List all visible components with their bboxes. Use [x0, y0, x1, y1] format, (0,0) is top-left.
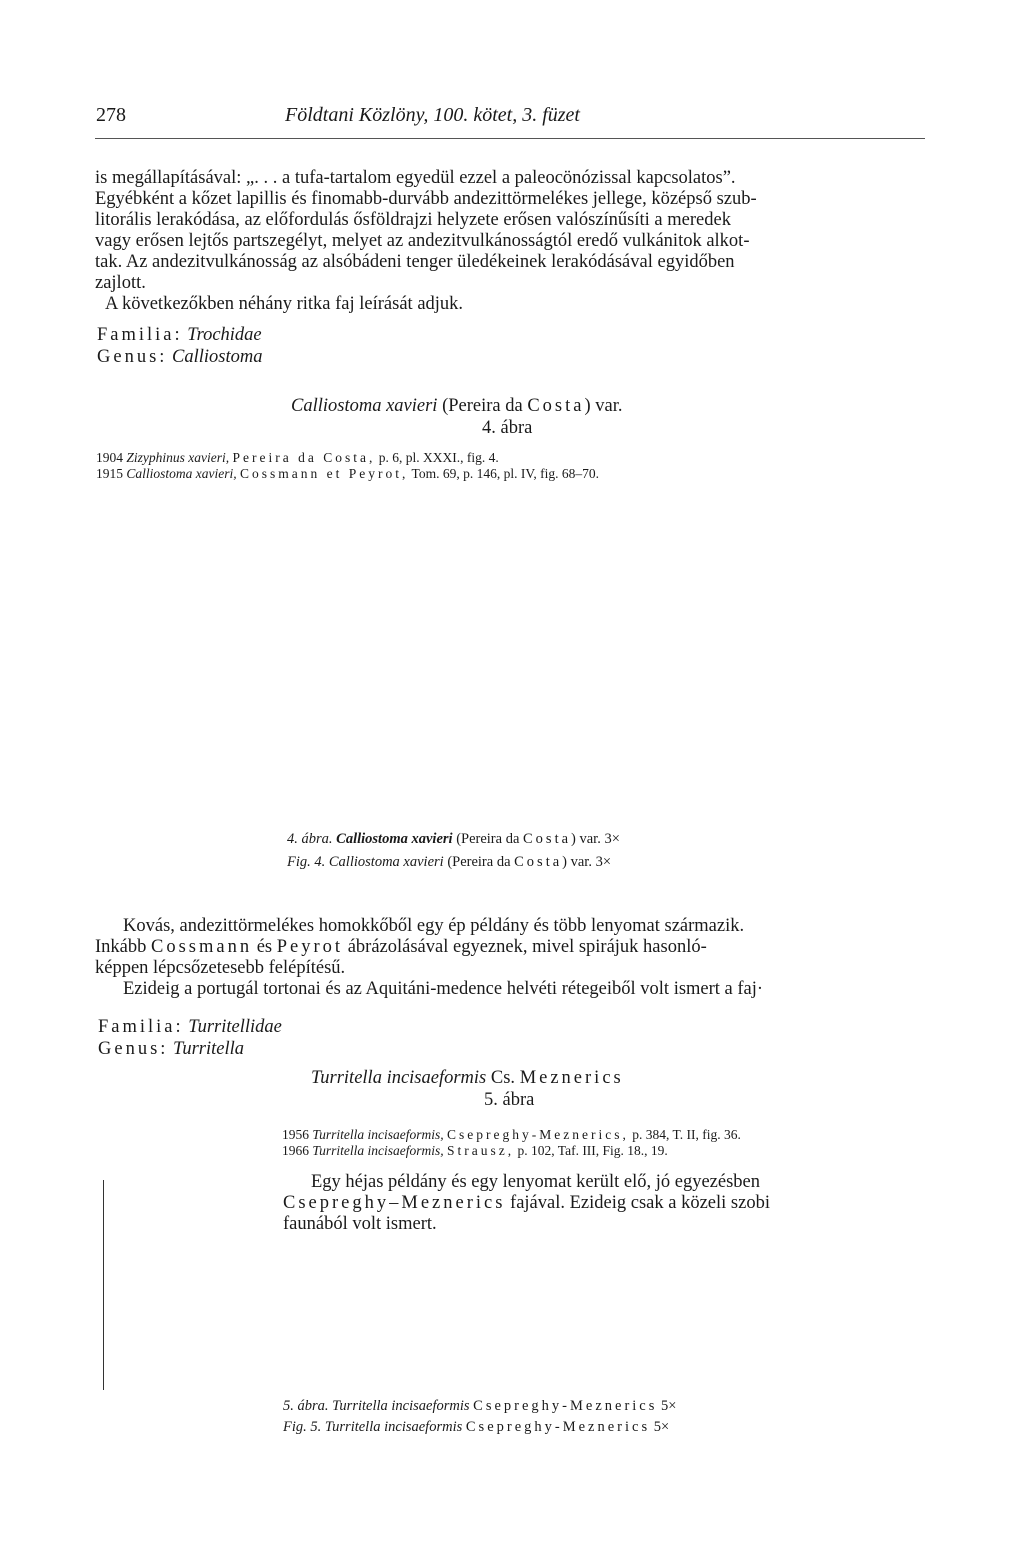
- text-run: ábrázolásával egyeznek, mivel spirájuk hasonló-: [343, 937, 707, 957]
- caption-author: Costa: [514, 854, 563, 870]
- familia-label: Familia:: [97, 325, 183, 345]
- caption-species: Calliostoma xavieri: [328, 854, 444, 870]
- text-line: Ezideig a portugál tortonai és az Aquitáni-medence helvéti rétegeiből volt ismert a faj·: [123, 979, 764, 999]
- figure-label: 4. ábra: [482, 418, 533, 438]
- ref-name: Calliostoma xavieri,: [126, 466, 237, 481]
- caption-scale: 5×: [661, 1398, 677, 1414]
- ref-details: Tom. 69, p. 146, pl. IV, fig. 68–70.: [411, 466, 599, 481]
- ref-details: p. 6, pl. XXXI., fig. 4.: [378, 450, 499, 465]
- figure-border-line: [103, 1180, 104, 1390]
- journal-title: Földtani Közlöny, 100. kötet, 3. füzet: [285, 104, 580, 126]
- ref-author: Cossmann et Peyrot,: [240, 466, 409, 481]
- text-run: Inkább: [95, 937, 151, 957]
- body-paragraph: [283, 1172, 923, 1235]
- genus-heading: [98, 1039, 244, 1060]
- text-line: tak. Az andezitvulkánosság az alsóbádeni tenger üledékeinek lerakódásával egyidőben: [95, 252, 735, 272]
- caption-species: Turritella incisaeformis: [324, 1419, 463, 1435]
- caption-scale: 5×: [653, 1419, 670, 1435]
- synonymy-ref: [282, 1127, 741, 1143]
- caption-number: Fig. 5.: [283, 1419, 322, 1435]
- body-paragraph: [95, 916, 925, 1000]
- familia-label: Familia:: [98, 1017, 184, 1037]
- species-title: [311, 1068, 624, 1089]
- header-rule: [95, 138, 925, 139]
- author-name: Csepreghy–Meznerics: [283, 1193, 506, 1213]
- genus-label: Genus:: [97, 347, 168, 367]
- caption-number: 5. ábra.: [283, 1398, 329, 1414]
- ref-year: 1956: [282, 1127, 309, 1142]
- ref-name: Turritella incisaeformis,: [312, 1143, 444, 1158]
- caption-author: Costa: [523, 831, 572, 847]
- author-name: Cossmann: [151, 937, 253, 957]
- familia-name: Turritellidae: [188, 1017, 282, 1037]
- text-line: képpen lépcsőzetesebb felépítésű.: [95, 958, 346, 978]
- caption-number: 4. ábra.: [287, 831, 333, 847]
- text-line: Kovás, andezittörmelékes homokkőből egy ép példány és több lenyomat származik.: [123, 916, 745, 936]
- text-line: litorális lerakódása, az előfordulás ősföldrajzi helyzete erősen valószínűsíti a meredek: [95, 210, 731, 230]
- species-author: Costa: [527, 396, 585, 416]
- species-title: [291, 396, 623, 417]
- text-line: [95, 937, 925, 958]
- ref-author: Pereira da Costa,: [232, 450, 376, 465]
- species-name: Calliostoma xavieri: [291, 396, 438, 416]
- caption-number: Fig. 4.: [287, 854, 326, 870]
- familia-heading: [97, 325, 262, 346]
- genus-heading: [97, 347, 263, 368]
- ref-year: 1915: [96, 466, 123, 481]
- caption-text: ) var. 3×: [571, 831, 620, 847]
- text-line: [283, 1193, 923, 1214]
- caption-author: Csepreghy-Meznerics: [473, 1398, 658, 1414]
- caption-text: ) var. 3×: [562, 854, 612, 870]
- synonymy-ref: [282, 1143, 668, 1159]
- text-line: Egyébként a kőzet lapillis és finomabb-durvább andezittörmelékes jellege, középső szub-: [95, 189, 757, 209]
- genus-name: Turritella: [173, 1039, 244, 1059]
- figure-label: 5. ábra: [484, 1090, 535, 1110]
- familia-heading: [98, 1017, 282, 1038]
- text-line: Egy héjas példány és egy lenyomat került elő, jó egyezésben: [311, 1172, 760, 1192]
- caption-text: (Pereira da: [447, 854, 511, 870]
- figure-caption-en: [283, 1419, 669, 1436]
- ref-details: p. 384, T. II, fig. 36.: [632, 1127, 741, 1142]
- intro-paragraph: [95, 168, 925, 315]
- genus-name: Calliostoma: [172, 347, 263, 367]
- ref-author: Strausz,: [447, 1143, 515, 1158]
- text-run: fajával. Ezideig csak a közeli szobi: [505, 1193, 770, 1213]
- text-line: is megállapításával: „. . . a tufa-tartalom egyedül ezzel a paleocönózissal kapcsolatos”.: [95, 168, 736, 188]
- text-line: faunából volt ismert.: [283, 1214, 437, 1234]
- figure-caption-en: [287, 854, 611, 871]
- species-open: (Pereira da: [442, 396, 523, 416]
- caption-species: Calliostoma xavieri: [336, 831, 453, 847]
- caption-species: Turritella incisaeformis: [332, 1398, 470, 1414]
- species-abbr: Cs.: [490, 1068, 516, 1088]
- figure-caption-hu: [287, 831, 620, 848]
- text-run: és: [252, 937, 277, 957]
- text-line: A következőkben néhány ritka faj leírását adjuk.: [105, 294, 464, 314]
- author-name: Peyrot: [276, 937, 344, 957]
- figure-caption-hu: [283, 1398, 676, 1415]
- caption-text: (Pereira da: [456, 831, 520, 847]
- ref-name: Zizyphinus xavieri,: [126, 450, 230, 465]
- text-line: zajlott.: [95, 273, 146, 293]
- page-number: 278: [96, 104, 126, 126]
- caption-author: Csepreghy-Meznerics: [465, 1419, 651, 1435]
- ref-year: 1904: [96, 450, 123, 465]
- ref-details: p. 102, Taf. III, Fig. 18., 19.: [517, 1143, 668, 1158]
- ref-year: 1966: [282, 1143, 309, 1158]
- familia-name: Trochidae: [187, 325, 262, 345]
- ref-name: Turritella incisaeformis,: [312, 1127, 444, 1142]
- species-close: ) var.: [584, 396, 623, 416]
- synonymy-ref: [96, 466, 599, 482]
- species-name: Turritella incisaeformis: [311, 1068, 487, 1088]
- genus-label: Genus:: [98, 1039, 169, 1059]
- ref-author: Csepreghy-Meznerics,: [447, 1127, 629, 1142]
- species-author: Meznerics: [519, 1068, 624, 1088]
- synonymy-ref: [96, 450, 499, 466]
- text-line: vagy erősen lejtős partszegélyt, melyet az andezitvulkánosságtól eredő vulkánitok alkot-: [95, 231, 750, 251]
